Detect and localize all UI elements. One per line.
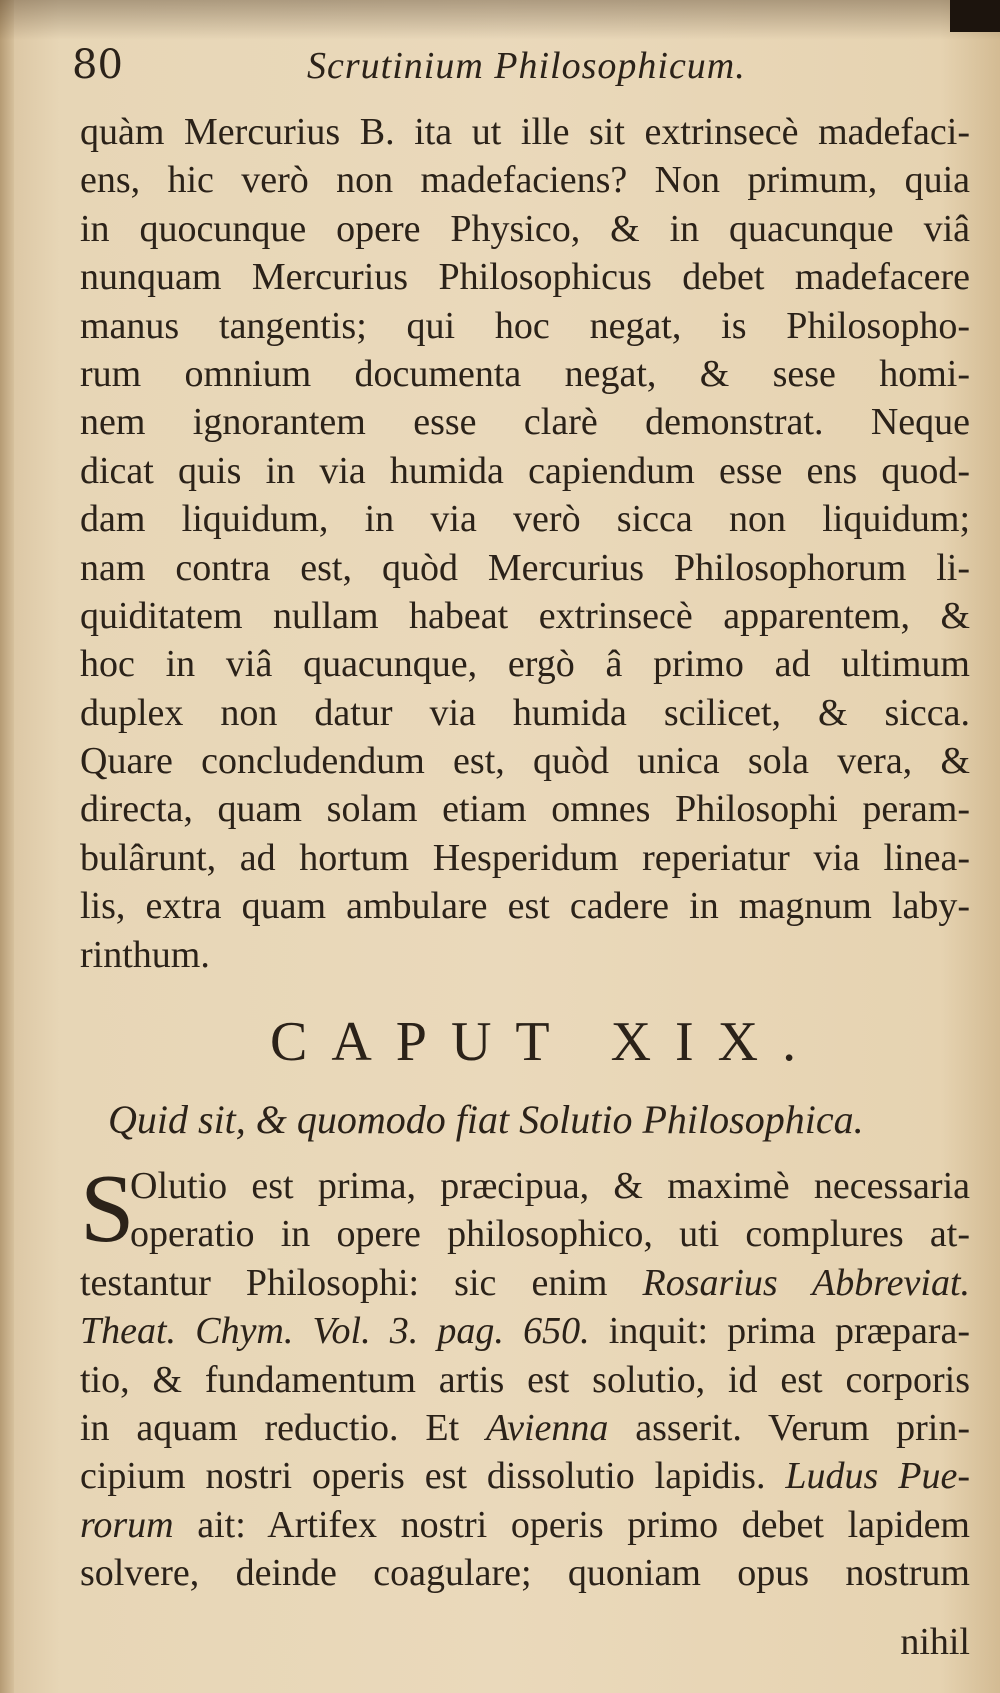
citation: Ludus Pue- xyxy=(785,1455,970,1498)
text-line xyxy=(80,1307,970,1355)
text-line: duplex non datur via humida scilicet, & sicca. xyxy=(80,691,970,734)
text-line: dam liquidum, in via verò sicca non liquidum; xyxy=(80,498,970,541)
text-line: ens, hic verò non madefaciens? Non primum, quia xyxy=(80,159,970,202)
text-line: quiditatem nullam habeat extrinsecè apparentem, & xyxy=(80,594,970,637)
text-line xyxy=(80,1404,970,1452)
text-line: hoc in viâ quacunque, ergò â primo ad ultimum xyxy=(80,643,970,686)
paragraph-1 xyxy=(80,108,970,979)
page-header xyxy=(72,42,952,102)
text-line: directa, quam solam etiam omnes Philosophi peram- xyxy=(80,788,970,831)
text-line xyxy=(80,1452,970,1500)
text-line: lis, extra quam ambulare est cadere in magnum laby- xyxy=(80,885,970,928)
text-span: inquit: prima præpara- xyxy=(608,1310,970,1353)
text-line: rum omnium documenta negat, & sese homi- xyxy=(80,352,970,395)
text-line: nunquam Mercurius Philosophicus debet madefacere xyxy=(80,256,970,299)
citation: Theat. Chym. Vol. 3. pag. 650. xyxy=(80,1310,590,1353)
text-line: in quocunque opere Physico, & in quacunque viâ xyxy=(80,207,970,250)
text-span: in aquam reductio. Et xyxy=(80,1406,460,1449)
text-line xyxy=(80,1259,970,1307)
text-line: nam contra est, quòd Mercurius Philosophorum li- xyxy=(80,546,970,589)
chapter-heading: CAPUT XIX. xyxy=(270,1011,821,1073)
text-span: testantur Philosophi: sic enim xyxy=(80,1261,608,1304)
page-top-shadow xyxy=(0,0,1000,40)
text-span: ait: Artifex nostri operis primo debet lapidem xyxy=(197,1503,970,1546)
background-corner xyxy=(950,0,1000,32)
text-line: quàm Mercurius B. ita ut ille sit extrinsecè madefaci- xyxy=(80,111,970,153)
page-number: 80 xyxy=(72,42,123,88)
page-gutter-edge xyxy=(0,0,14,1693)
text-span: asserit. Verum prin- xyxy=(635,1406,970,1449)
text-span: cipium nostri operis est dissolutio lapidis. xyxy=(80,1455,766,1498)
text-line: rinthum. xyxy=(80,933,210,976)
citation: Rosarius Abbreviat. xyxy=(642,1261,970,1304)
author-name: Avienna xyxy=(486,1406,609,1449)
drop-cap: S xyxy=(80,1155,135,1263)
text-line: Quare concludendum est, quòd unica sola vera, & xyxy=(80,740,970,783)
running-head: Scrutinium Philosophicum. xyxy=(307,45,746,87)
citation: rorum xyxy=(80,1503,174,1546)
text-line: nem ignorantem esse clarè demonstrat. Neque xyxy=(80,401,970,444)
catchword: nihil xyxy=(900,1621,970,1663)
paragraph-2 xyxy=(80,1155,970,1598)
text-line: Olutio est prima, præcipua, & maximè necessaria xyxy=(130,1165,970,1207)
text-line: tio, & fundamentum artis est solutio, id est corporis xyxy=(80,1358,970,1401)
text-line xyxy=(80,1501,970,1549)
text-line: dicat quis in via humida capiendum esse ens quod- xyxy=(80,449,970,492)
text-line: bulârunt, ad hortum Hesperidum reperiatur via linea- xyxy=(80,836,970,879)
text-line: solvere, deinde coagulare; quoniam opus nostrum xyxy=(80,1552,970,1595)
text-line: manus tangentis; qui hoc negat, is Philosopho- xyxy=(80,304,970,347)
text-line: operatio in opere philosophico, uti complures at- xyxy=(130,1213,970,1256)
chapter-title: Quid sit, & quomodo fiat Solutio Philosophica. xyxy=(108,1097,864,1142)
